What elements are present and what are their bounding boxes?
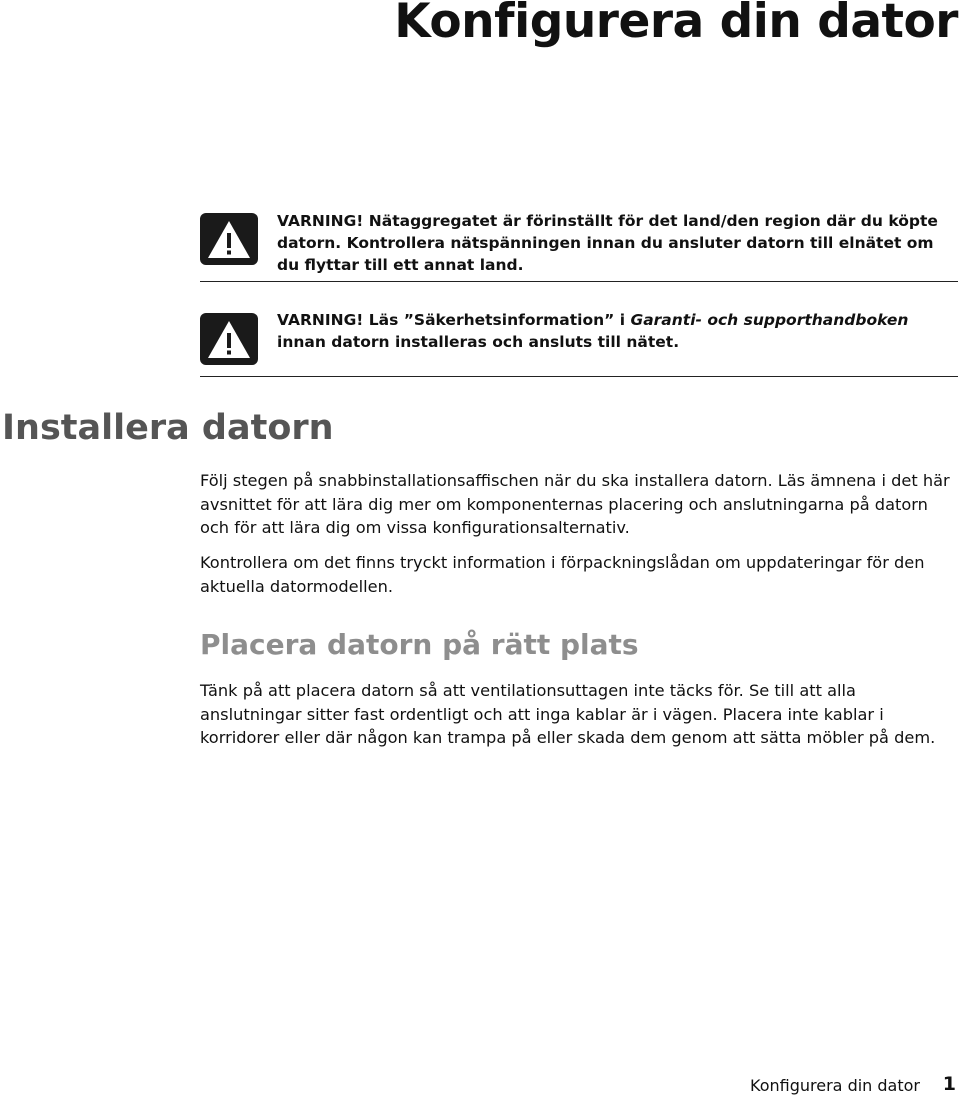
- footer-chapter-label: Konfigurera din dator: [750, 1076, 920, 1095]
- subsection-title: Placera datorn på rätt plats: [200, 628, 639, 661]
- section-paragraph: Följ stegen på snabbinstallationsaffischen när du ska installera datorn. Läs ämnena i det här avsnittet för att lära dig mer om komponenternas placering och anslutningarna på datorn och för att lära dig om vissa konfigurationsalternativ.: [200, 471, 950, 537]
- section-title: Installera datorn: [2, 408, 334, 448]
- warning-box-power-supply: [200, 207, 958, 282]
- section-paragraph: Kontrollera om det finns tryckt information i förpackningslådan om uppdateringar för den aktuella datormodellen.: [200, 553, 925, 596]
- warning-text-safety: VARNING! Läs ”Säkerhetsinformation” i Garanti- och supporthandboken innan datorn installeras och ansluts till nätet.: [277, 311, 909, 351]
- warning-triangle-icon: [200, 213, 258, 265]
- warning-box-safety: [200, 306, 958, 377]
- footer-page-number: 1: [942, 1073, 956, 1095]
- handbook-title: Garanti- och supporthandboken: [630, 311, 909, 329]
- warning-triangle-icon: [200, 313, 258, 365]
- page-title: Konfigurera din dator: [394, 0, 958, 49]
- warning-text-power-supply: VARNING! Nätaggregatet är förinställt för det land/den region där du köpte datorn. Kontrollera nätspänningen innan du ansluter datorn till elnätet om du flyttar till ett annat land.: [277, 212, 938, 274]
- subsection-paragraph: Tänk på att placera datorn så att ventilationsuttagen inte täcks för. Se till att alla anslutningar sitter fast ordentligt och att inga kablar är i vägen. Placera inte kablar i korridorer eller där någon kan trampa på eller skada dem genom att sätta möbler på dem.: [200, 681, 936, 747]
